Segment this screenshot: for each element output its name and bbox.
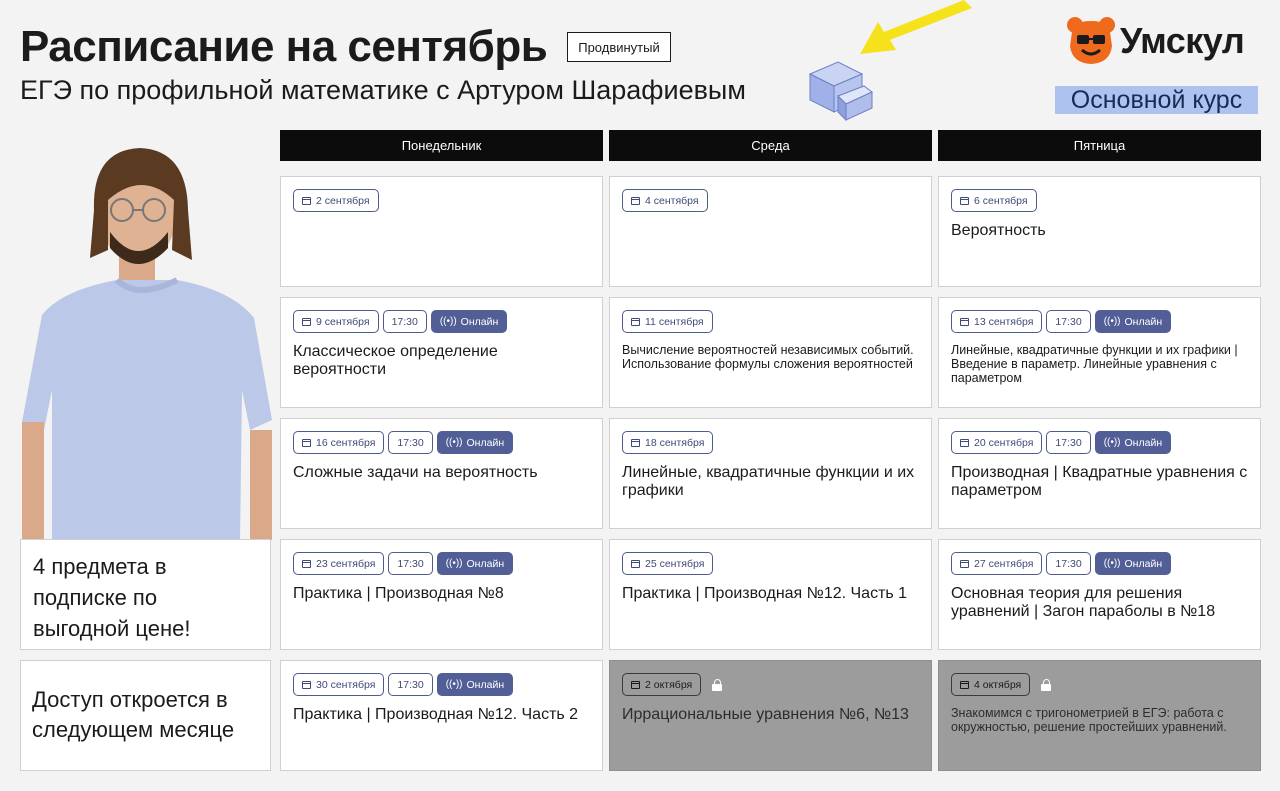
subscription-promo: 4 предмета в подписке по выгодной цене! [20, 539, 271, 650]
lesson-card-locked [609, 660, 932, 771]
lesson-topic: Линейные, квадратичные функции и их графики | Введение в параметр. Линейные уравнения с параметром [951, 343, 1238, 385]
calendar-icon [631, 318, 640, 326]
brand-name: Умскул [1120, 20, 1245, 61]
lesson-card[interactable] [280, 539, 603, 650]
online-chip[interactable]: ((•)) Онлайн [1095, 431, 1171, 454]
calendar-icon [631, 439, 640, 447]
time-chip: 17:30 [388, 552, 432, 575]
online-chip[interactable]: ((•)) Онлайн [1095, 310, 1171, 333]
broadcast-icon: ((•)) [1103, 316, 1121, 327]
calendar-icon [631, 197, 640, 205]
lesson-topic: Вычисление вероятностей независимых событий. Использование формулы сложения вероятностей [622, 343, 914, 371]
calendar-icon [302, 681, 311, 689]
lock-icon [1040, 679, 1053, 691]
broadcast-icon: ((•)) [1103, 558, 1121, 569]
calendar-icon [631, 560, 640, 568]
brand-logo [1066, 16, 1244, 66]
broadcast-icon: ((•)) [439, 316, 457, 327]
time-chip: 17:30 [1046, 552, 1090, 575]
lesson-card[interactable] [280, 418, 603, 529]
time-chip: 17:30 [388, 673, 432, 696]
lesson-card[interactable] [280, 660, 603, 771]
date-chip: 25 сентября [622, 552, 713, 575]
lesson-topic: Вероятность [951, 222, 1046, 239]
lesson-card-locked [938, 660, 1261, 771]
level-badge: Продвинутый [567, 32, 671, 62]
date-chip: 11 сентября [622, 310, 713, 333]
calendar-icon [960, 560, 969, 568]
calendar-icon [960, 681, 969, 689]
lesson-card[interactable] [609, 297, 932, 408]
lesson-topic: Основная теория для решения уравнений | Загон параболы в №18 [951, 585, 1216, 620]
lesson-card[interactable] [609, 539, 932, 650]
broadcast-icon: ((•)) [445, 437, 463, 448]
date-chip: 2 октября [622, 673, 701, 696]
date-chip: 13 сентября [951, 310, 1042, 333]
lesson-card[interactable] [280, 176, 603, 287]
lock-icon [711, 679, 724, 691]
lesson-topic: Классическое определение вероятности [293, 343, 498, 378]
lesson-topic: Практика | Производная №8 [293, 585, 504, 602]
calendar-icon [302, 318, 311, 326]
lesson-card[interactable] [280, 297, 603, 408]
online-chip[interactable]: ((•)) Онлайн [437, 673, 513, 696]
calendar-icon [631, 681, 640, 689]
calendar-icon [302, 197, 311, 205]
date-chip: 27 сентября [951, 552, 1042, 575]
day-header-monday: Понедельник [280, 130, 603, 161]
date-chip: 2 сентября [293, 189, 379, 212]
lesson-topic: Практика | Производная №12. Часть 1 [622, 585, 908, 602]
lesson-card[interactable] [609, 176, 932, 287]
date-chip: 30 сентября [293, 673, 384, 696]
broadcast-icon: ((•)) [445, 558, 463, 569]
decorative-3d-block-icon [802, 56, 874, 126]
calendar-icon [960, 197, 969, 205]
arrow-icon [852, 0, 972, 60]
lesson-topic: Линейные, квадратичные функции и их графики [622, 464, 915, 499]
calendar-icon [960, 439, 969, 447]
date-chip: 20 сентября [951, 431, 1042, 454]
date-chip: 16 сентября [293, 431, 384, 454]
online-chip[interactable]: ((•)) Онлайн [431, 310, 507, 333]
date-chip: 9 сентября [293, 310, 379, 333]
access-notice: Доступ откроется в следующем месяце [20, 660, 271, 771]
page-subtitle: ЕГЭ по профильной математике с Артуром Шарафиевым [20, 75, 746, 105]
teacher-photo [22, 140, 272, 540]
page-title: Расписание на сентябрь [20, 22, 548, 71]
time-chip: 17:30 [1046, 431, 1090, 454]
lesson-card[interactable] [938, 176, 1261, 287]
lesson-topic: Производная | Квадратные уравнения с параметром [951, 464, 1248, 499]
calendar-icon [302, 560, 311, 568]
date-chip: 23 сентября [293, 552, 384, 575]
broadcast-icon: ((•)) [445, 679, 463, 690]
lesson-card[interactable] [609, 418, 932, 529]
lesson-topic: Практика | Производная №12. Часть 2 [293, 706, 579, 723]
online-chip[interactable]: ((•)) Онлайн [437, 552, 513, 575]
broadcast-icon: ((•)) [1103, 437, 1121, 448]
date-chip: 6 сентября [951, 189, 1037, 212]
lesson-card[interactable] [938, 539, 1261, 650]
lesson-card[interactable] [938, 418, 1261, 529]
lesson-topic: Знакомимся с тригонометрией в ЕГЭ: работа с окружностью, решение простейших уравнений. [951, 706, 1227, 734]
date-chip: 4 октября [951, 673, 1030, 696]
online-chip[interactable]: ((•)) Онлайн [1095, 552, 1171, 575]
time-chip: 17:30 [388, 431, 432, 454]
bear-logo-icon [1066, 16, 1116, 66]
date-chip: 18 сентября [622, 431, 713, 454]
calendar-icon [302, 439, 311, 447]
day-header-wednesday: Среда [609, 130, 932, 161]
online-chip[interactable]: ((•)) Онлайн [437, 431, 513, 454]
time-chip: 17:30 [383, 310, 427, 333]
time-chip: 17:30 [1046, 310, 1090, 333]
lesson-card[interactable] [938, 297, 1261, 408]
calendar-icon [960, 318, 969, 326]
lesson-topic: Сложные задачи на вероятность [293, 464, 538, 481]
course-label: Основной курс [1055, 86, 1258, 114]
lesson-topic: Иррациональные уравнения №6, №13 [622, 706, 909, 723]
date-chip: 4 сентября [622, 189, 708, 212]
day-header-friday: Пятница [938, 130, 1261, 161]
